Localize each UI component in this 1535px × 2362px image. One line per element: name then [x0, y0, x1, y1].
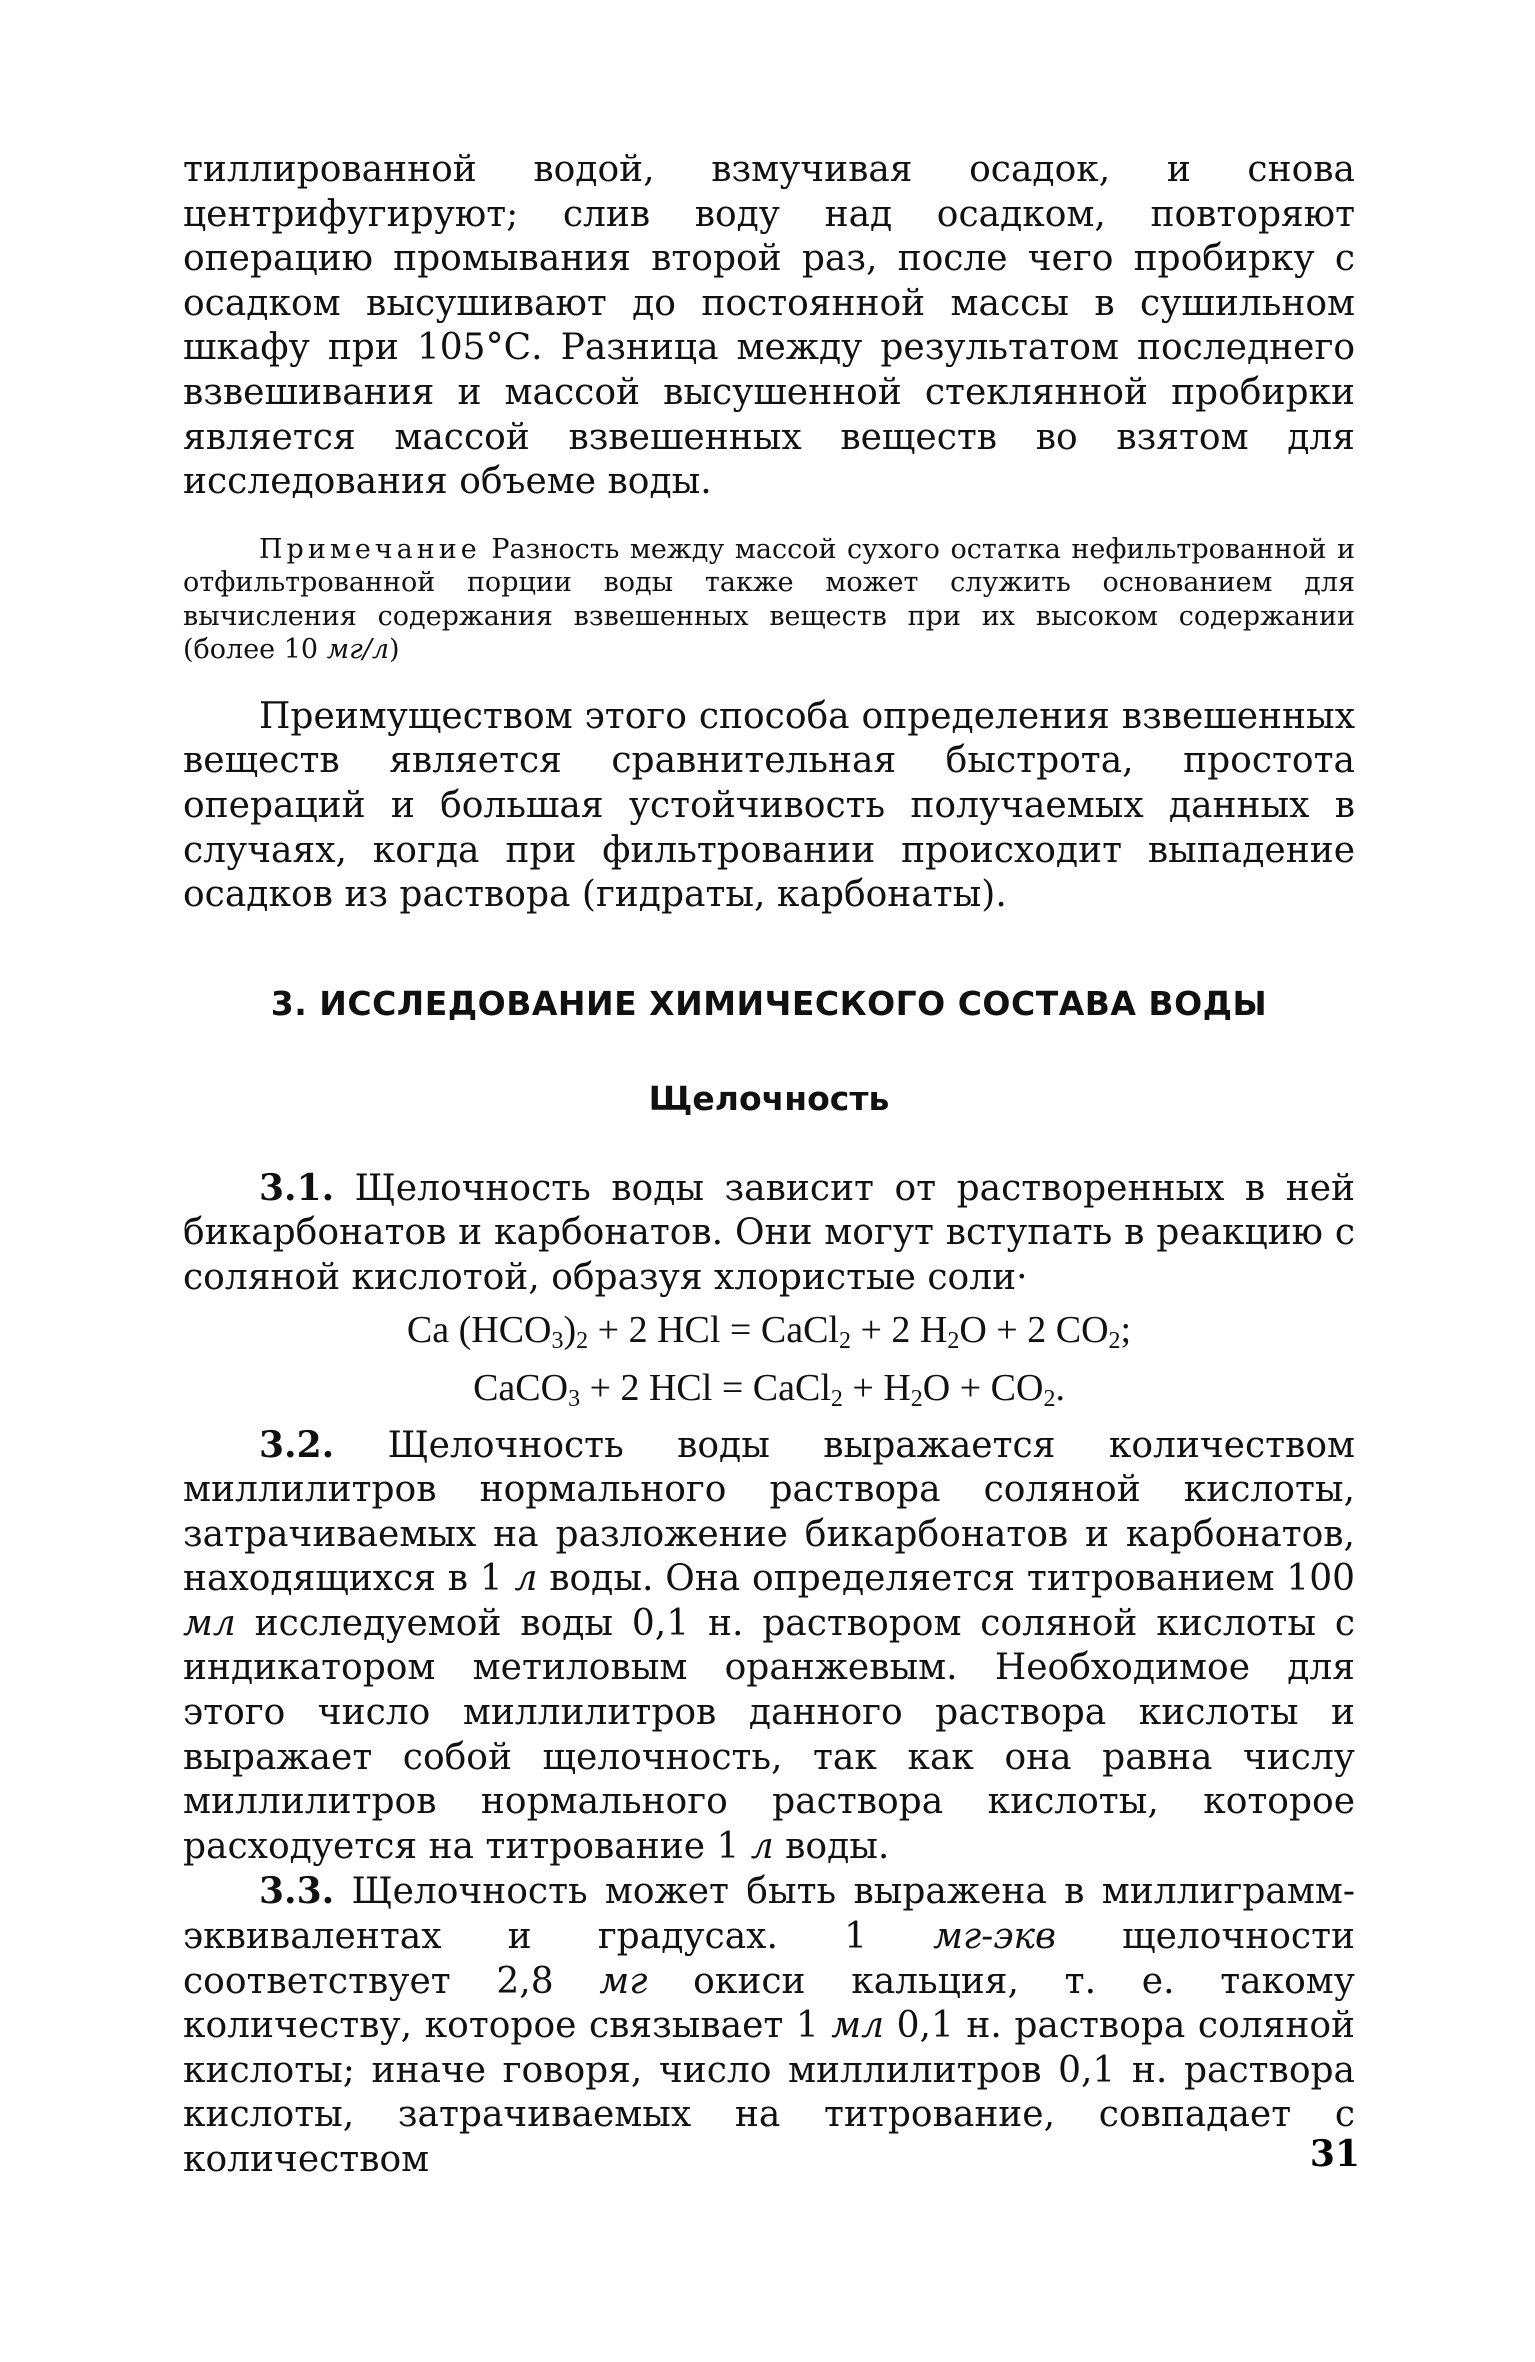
- eq-subscript: 2: [1108, 1327, 1121, 1354]
- eq-subscript: 2: [838, 1327, 851, 1354]
- eq-part: + 2 HCl = CaCl: [588, 1308, 839, 1351]
- paragraph-3-3: [183, 1869, 1355, 2182]
- note-unit: мг/л: [326, 634, 390, 666]
- unit-text: мг-экв: [933, 1916, 1056, 1958]
- paragraph-number: 3.1.: [259, 1166, 335, 1209]
- eq-part: + 2 HCl = CaCl: [580, 1366, 831, 1409]
- note-text: Разность между массой сухого остатка нефильтрованной и отфильтрованной порции воды также может служить основанием для вычисления содержания взвешенных веществ при их высоком содержании (более 10: [183, 533, 1355, 666]
- paragraph-advantage: Преимуществом этого способа определения взвешенных веществ является сравнительная быстрота, простота операций и большая устойчивость получаемых данных в случаях, когда при фильтровании происходит выпадение осадков из раствора (гидраты, карбонаты).: [183, 695, 1355, 916]
- paragraph-number: 3.3.: [259, 1870, 335, 1913]
- note-paragraph: [183, 533, 1355, 667]
- eq-part: ;: [1120, 1308, 1132, 1351]
- paragraph-text: Щелочность воды зависит от растворенных в ней бикарбонатов и карбонатов. Они могут вступать в реакцию с соляной кислотой, образуя хлористые соли·: [183, 1167, 1355, 1298]
- eq-subscript: 3: [568, 1385, 581, 1412]
- paragraph-number: 3.2.: [259, 1423, 335, 1466]
- unit-text: л: [750, 1825, 774, 1867]
- eq-part: O + CO: [922, 1366, 1044, 1409]
- unit-text: л: [514, 1558, 538, 1600]
- paragraph-text: 0,1 н. раствора соляной кислоты; иначе говоря, число миллилитров 0,1 н. раствора кислоты, затрачиваемых на титрование, совпадает с количеством: [183, 2005, 1355, 2180]
- eq-subscript: 2: [947, 1327, 960, 1354]
- subsection-title: Щелочность: [648, 1078, 890, 1118]
- document-page: [183, 148, 1355, 2348]
- paragraph-text: щелочности соответствует 2,8: [183, 1916, 1355, 2002]
- page-number: 31: [1309, 2133, 1360, 2175]
- eq-part: + H: [842, 1366, 911, 1409]
- paragraph-text: Щелочность воды выражается количеством миллилитров нормального раствора соляной кислоты, затрачиваемых на разложение бикарбонатов и карбонатов, находящихся в 1: [183, 1424, 1355, 1600]
- eq-part: .: [1055, 1366, 1065, 1409]
- eq-subscript: 2: [576, 1327, 589, 1354]
- paragraph-text: воды.: [773, 1825, 890, 1867]
- eq-subscript: 2: [910, 1385, 923, 1412]
- paragraph-text: окиси кальция, т. е. такому количеству, которое связывает 1: [183, 1960, 1355, 2047]
- note-text-end: ): [389, 634, 400, 666]
- paragraph-3-1: [183, 1166, 1355, 1301]
- note-lead: Примечание: [259, 533, 481, 565]
- equation-1: [183, 1301, 1355, 1359]
- eq-part: CaCO: [473, 1366, 569, 1409]
- paragraph-text: Щелочность может быть выражена в миллиграмм-эквивалентах и градусах. 1: [183, 1871, 1355, 1958]
- eq-part: + 2 H: [850, 1308, 948, 1351]
- unit-text: мл: [183, 1602, 236, 1644]
- paragraph-3-2: [183, 1423, 1355, 1870]
- eq-part: ): [563, 1308, 577, 1351]
- paragraph-continuation: тиллированной водой, взмучивая осадок, и снова центрифугируют; слив воду над осадком, повторяют операцию промывания второй раз, после чего пробирку с осадком высушивают до постоянной массы в сушильном шкафу при 105°С. Разница между результатом последнего взвешивания и массой высушенной стеклянной пробирки является массой взвешенных веществ во взятом для исследования объеме воды.: [183, 149, 1355, 503]
- section-title: 3. ИССЛЕДОВАНИЕ ХИМИЧЕСКОГО СОСТАВА ВОДЫ: [270, 983, 1268, 1023]
- eq-subscript: 2: [830, 1385, 843, 1412]
- eq-subscript: 2: [1043, 1385, 1056, 1412]
- eq-part: O + 2 CO: [959, 1308, 1109, 1351]
- unit-text: мл: [831, 2005, 885, 2047]
- eq-subscript: 3: [551, 1327, 564, 1354]
- paragraph-text: воды. Она определяется титрованием 100: [537, 1558, 1355, 1600]
- paragraph-text: исследуемой воды 0,1 н. раствором соляной кислоты с индикатором метиловым оранжевым. Необходимое для этого число миллилитров данного раствора кислоты и выражает собой щелочность, так как она равна числу миллилитров нормального раствора кислоты, которое расходуется на титрование 1: [183, 1602, 1355, 1867]
- unit-text: мг: [599, 1960, 648, 2002]
- equation-2: [183, 1359, 1355, 1417]
- eq-part: Ca (HCO: [406, 1308, 552, 1351]
